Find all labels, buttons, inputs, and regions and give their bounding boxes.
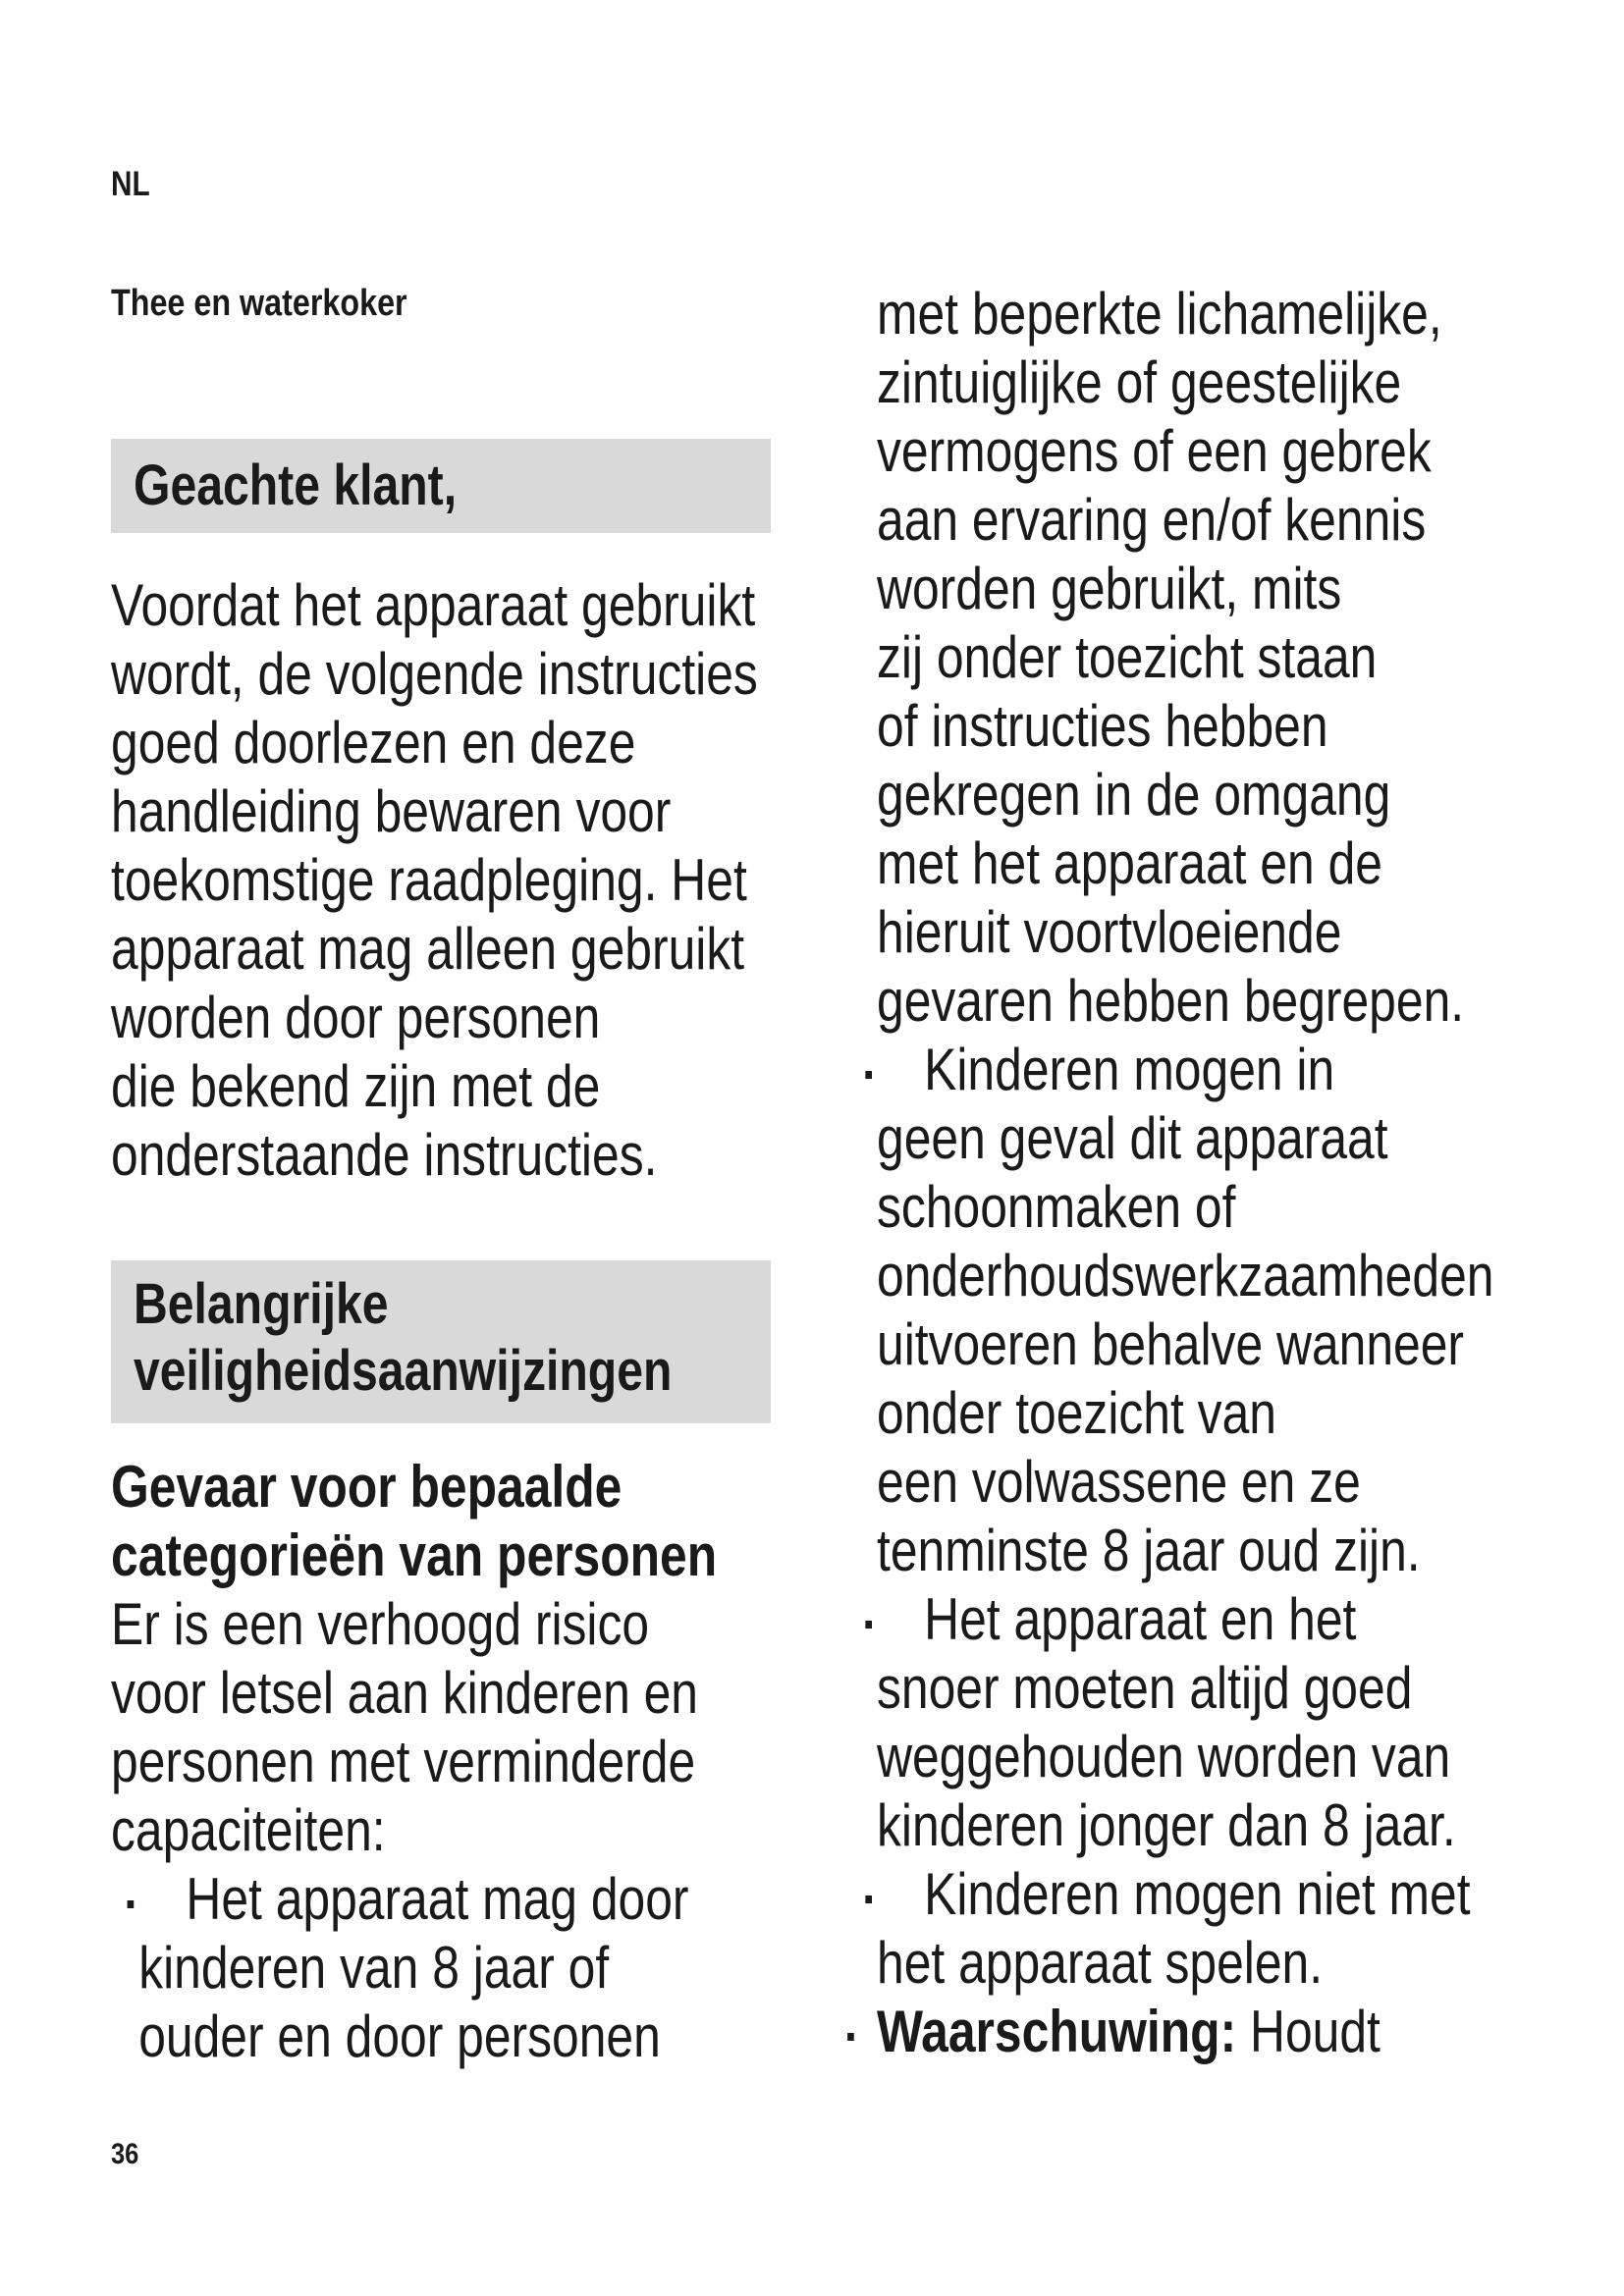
paragraph-line: Voordat het apparaat gebruikt <box>111 572 756 638</box>
bullet-dot <box>865 1621 872 1629</box>
bullet-continuation: tenminste 8 jaar oud zijn. <box>877 1518 1421 1583</box>
paragraph-line: apparaat mag alleen gebruikt <box>111 916 745 982</box>
right-column <box>877 280 1493 2066</box>
bullet-continuation: kinderen van 8 jaar of <box>138 1935 610 2001</box>
paragraph-line: die bekend zijn met de <box>111 1053 601 1119</box>
bullet-line <box>877 1036 1493 1104</box>
bullet-text: Kinderen mogen in <box>924 1037 1335 1102</box>
paragraph-line: capaciteiten: <box>111 1797 386 1863</box>
page-number: 36 <box>111 2138 139 2170</box>
bullet-dot <box>847 2033 854 2041</box>
section-heading-box-greeting <box>111 439 771 533</box>
bullet-text: Kinderen mogen niet met <box>924 1861 1471 1927</box>
bullet-line <box>877 1860 1493 1929</box>
bullet-dot <box>865 1071 872 1079</box>
bullet-line <box>111 1865 698 1934</box>
bullet-continuation: kinderen jonger dan 8 jaar. <box>877 1792 1456 1858</box>
paragraph-line: Er is een verhoogd risico <box>111 1591 650 1657</box>
bullet-continuation: uitvoeren behalve wanneer <box>877 1311 1465 1377</box>
paragraph-line: vermogens of een gebrek <box>877 418 1432 484</box>
safety-heading-line: Belangrijke <box>134 1272 389 1336</box>
language-code: NL <box>111 165 150 203</box>
paragraph-line: goed doorlezen en deze <box>111 710 636 775</box>
bullet-continuation: snoer moeten altijd goed <box>877 1655 1413 1721</box>
bullet-continuation: onder toezicht van <box>877 1380 1276 1446</box>
intro-paragraph <box>111 571 758 1190</box>
paragraph-line: gevaren hebben begrepen. <box>877 968 1465 1034</box>
document-title: Thee en waterkoker <box>111 283 407 324</box>
bullet-text: Het apparaat en het <box>924 1586 1357 1652</box>
paragraph-line: met beperkte lichamelijke, <box>877 281 1442 347</box>
bullet-continuation: weggehouden worden van <box>877 1724 1451 1789</box>
paragraph-line: personen met verminderde <box>111 1729 696 1794</box>
paragraph-line: hieruit voortvloeiende <box>877 899 1342 965</box>
paragraph-line: onderstaande instructies. <box>111 1122 658 1188</box>
paragraph-line: wordt, de volgende instructies <box>111 641 758 707</box>
bullet-dot <box>128 1900 135 1908</box>
paragraph-line: aan ervaring en/of kennis <box>877 487 1427 553</box>
safety-heading <box>134 1271 672 1405</box>
bullet-continuation: ouder en door personen <box>138 2003 661 2069</box>
bullet-continuation: een volwassene en ze <box>877 1449 1361 1515</box>
paragraph-line: zij onder toezicht staan <box>877 624 1378 690</box>
bullet-text: Het apparaat mag door <box>186 1866 689 1932</box>
warning-text: Houdt <box>1249 1999 1380 2064</box>
paragraph-line: zintuiglijke of geestelijke <box>877 349 1402 415</box>
section-heading-box-safety <box>111 1260 771 1423</box>
paragraph-line: met het apparaat en de <box>877 830 1382 896</box>
subheading-line: Gevaar voor bepaalde <box>111 1454 623 1520</box>
bullet-continuation: het apparaat spelen. <box>877 1930 1324 1996</box>
safety-heading-line: veiligheidsaanwijzingen <box>134 1339 673 1403</box>
paragraph-line: worden door personen <box>111 985 601 1050</box>
bullet-continuation: geen geval dit apparaat <box>877 1105 1388 1171</box>
greeting-heading: Geachte klant, <box>134 454 458 517</box>
bullet-line <box>877 1585 1493 1654</box>
bullet-continuation: onderhoudswerkzaamheden <box>877 1243 1494 1308</box>
warning-line <box>877 1998 1493 2066</box>
bullet-dot <box>865 1896 872 1903</box>
subheading-line: categorieën van personen <box>111 1522 718 1588</box>
risk-paragraph <box>111 1590 698 2071</box>
paragraph-line: gekregen in de omgang <box>877 762 1391 828</box>
paragraph-line: toekomstige raadpleging. Het <box>111 847 747 913</box>
warning-label: Waarschuwing: <box>877 1999 1237 2064</box>
risk-subheading <box>111 1453 717 1590</box>
paragraph-line: of instructies hebben <box>877 693 1328 759</box>
paragraph-line: handleiding bewaren voor <box>111 778 672 844</box>
paragraph-line: worden gebruikt, mits <box>877 556 1342 621</box>
bullet-continuation: schoonmaken of <box>877 1174 1236 1240</box>
paragraph-line: voor letsel aan kinderen en <box>111 1660 698 1726</box>
